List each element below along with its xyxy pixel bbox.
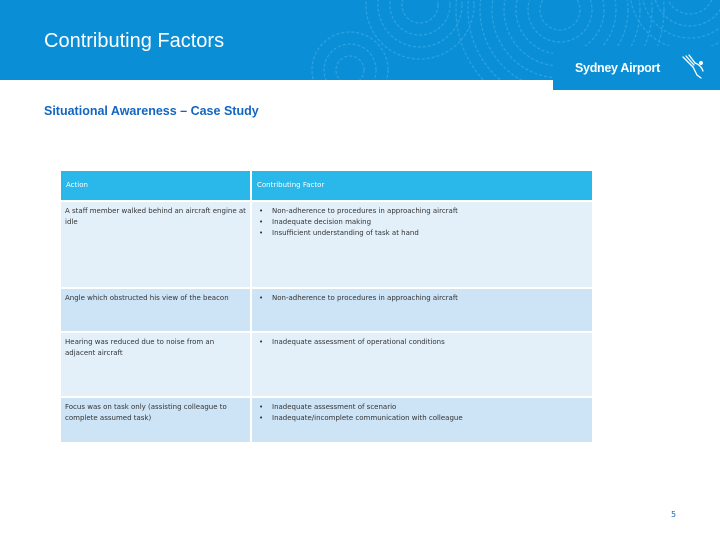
- action-cell: Hearing was reduced due to noise from an adjacent aircraft: [61, 332, 251, 397]
- table-row: [61, 397, 592, 442]
- factor-list: [256, 293, 588, 304]
- table-row: [61, 288, 592, 332]
- slide-title: Contributing Factors: [44, 30, 225, 52]
- case-study-subtitle: Situational Awareness – Case Study: [44, 104, 259, 118]
- factor-cell: [251, 288, 592, 332]
- logo-text: Sydney Airport: [575, 61, 660, 75]
- factor-item: • Insufficient understanding of task at hand: [256, 228, 588, 239]
- column-header-action: Action: [61, 171, 251, 201]
- factor-item: • Inadequate assessment of scenario: [256, 402, 588, 413]
- column-header-contributing-factor: Contributing Factor: [251, 171, 592, 201]
- airport-bird-icon: [679, 53, 707, 81]
- table-row: [61, 332, 592, 397]
- factor-list: [256, 206, 588, 239]
- factor-item: • Non-adherence to procedures in approaching aircraft: [256, 206, 588, 217]
- factor-list: [256, 402, 588, 424]
- action-cell: Angle which obstructed his view of the beacon: [61, 288, 251, 332]
- case-study-table: [61, 171, 592, 442]
- action-cell: A staff member walked behind an aircraft engine at idle: [61, 201, 251, 288]
- factor-cell: [251, 201, 592, 288]
- table-row: [61, 201, 592, 288]
- sydney-airport-logo: [553, 46, 720, 90]
- factor-list: [256, 337, 588, 348]
- page-number: 5: [671, 510, 677, 519]
- factor-item: • Inadequate/incomplete communication with colleague: [256, 413, 588, 424]
- factor-cell: [251, 397, 592, 442]
- factor-cell: [251, 332, 592, 397]
- factor-item: • Inadequate decision making: [256, 217, 588, 228]
- factor-item: • Non-adherence to procedures in approaching aircraft: [256, 293, 588, 304]
- factor-item: • Inadequate assessment of operational conditions: [256, 337, 588, 348]
- action-cell: Focus was on task only (assisting colleague to complete assumed task): [61, 397, 251, 442]
- table-header-row: [61, 171, 592, 201]
